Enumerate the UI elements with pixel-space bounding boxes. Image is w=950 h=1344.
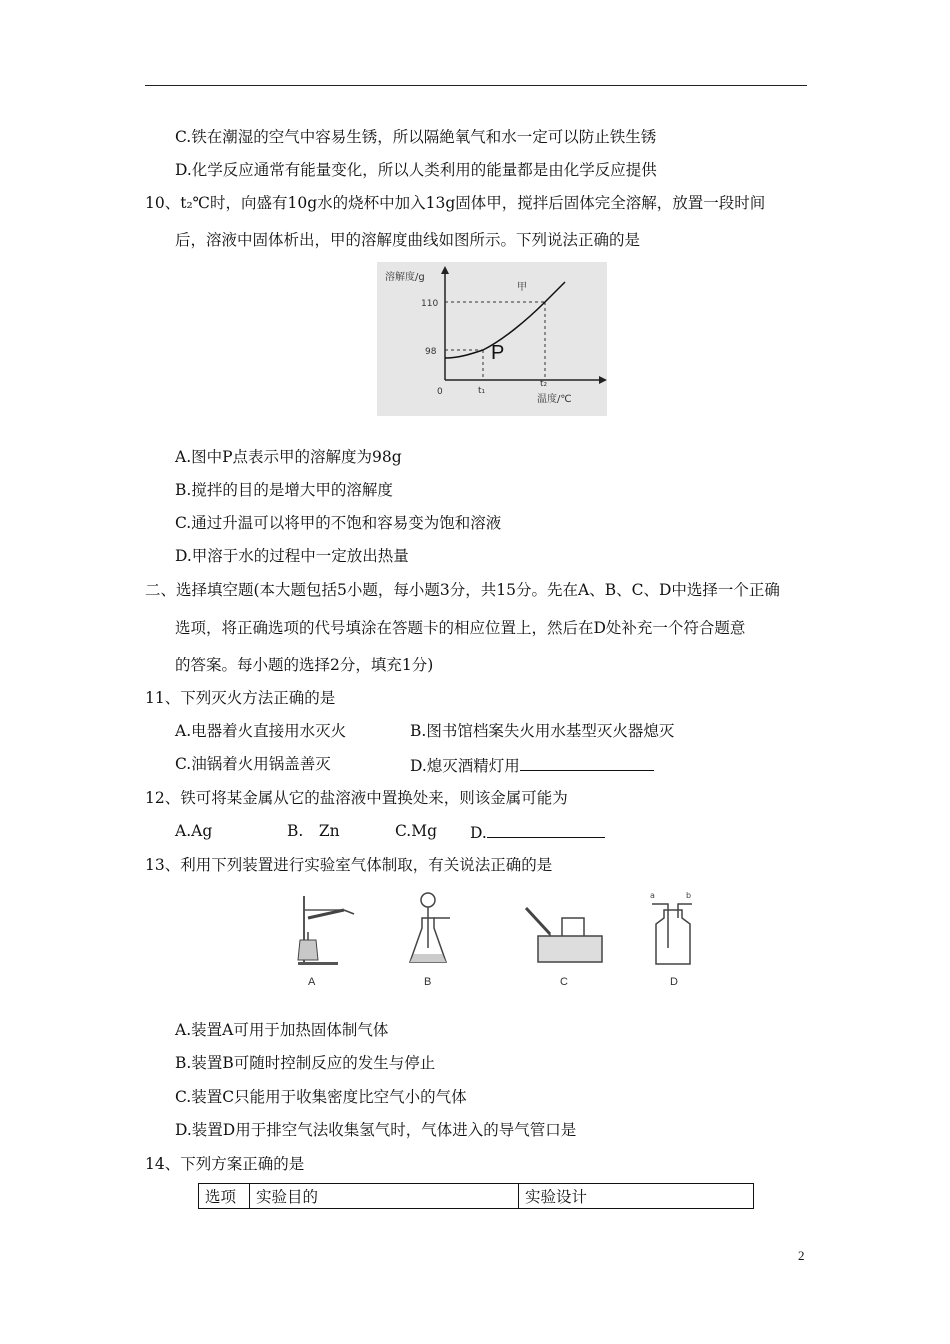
- x-axis-label: 温度/℃: [537, 394, 572, 405]
- y-tick-98: 98: [425, 347, 437, 357]
- q12-option-b: B. Zn: [287, 822, 340, 840]
- q10-stem-1: 10、t₂℃时，向盛有10g水的烧杯中加入13g固体甲，搅拌后固体完全溶解，放置一段时间: [145, 194, 766, 212]
- q13-option-a: A.装置A可用于加热固体制气体: [175, 1021, 389, 1039]
- section2-instructions-3: 的答案。每小题的选择2分，填充1分): [175, 656, 434, 674]
- q11-option-d-text: D.熄灭酒精灯用: [410, 757, 520, 775]
- q12-answer-blank: [487, 821, 605, 838]
- q12-option-d-text: D.: [470, 824, 487, 842]
- apparatus-d-label: D: [670, 976, 678, 988]
- apparatus-a-label: A: [308, 976, 316, 988]
- solubility-chart-svg: [377, 262, 607, 416]
- q13-option-c: C.装置C只能用于收集密度比空气小的气体: [175, 1088, 467, 1106]
- q12-option-c: C.Mg: [395, 822, 438, 840]
- x-tick-t2: t₂: [540, 379, 548, 389]
- section2-instructions-2: 选项，将正确选项的代号填涂在答题卡的相应位置上，然后在D处补充一个符合题意: [175, 619, 746, 637]
- apparatus-c-drawing: [520, 888, 610, 968]
- x-axis-arrow: [599, 376, 607, 384]
- table-header-design: 实验设计: [519, 1184, 754, 1209]
- q13-stem: 13、利用下列装置进行实验室气体制取，有关说法正确的是: [145, 856, 553, 874]
- table-header-purpose: 实验目的: [250, 1184, 519, 1209]
- origin-label: 0: [437, 387, 443, 397]
- y-axis-label: 溶解度/g: [385, 272, 425, 283]
- solubility-curve: [445, 282, 565, 358]
- solubility-chart: [377, 262, 607, 416]
- q10-stem-2: 后，溶液中固体析出，甲的溶解度曲线如图所示。下列说法正确的是: [175, 231, 641, 249]
- table-header-option: 选项: [199, 1184, 250, 1209]
- apparatus-c-label: C: [560, 976, 568, 988]
- apparatus-a: [288, 888, 358, 988]
- q9-option-d: D.化学反应通常有能量变化，所以人类利用的能量都是由化学反应提供: [175, 161, 657, 179]
- q10-option-d: D.甲溶于水的过程中一定放出热量: [175, 547, 409, 565]
- x-tick-t1: t₁: [478, 386, 486, 396]
- q11-answer-blank: [520, 754, 654, 771]
- port-a-label: a: [650, 891, 655, 900]
- header-rule: [145, 85, 807, 86]
- apparatus-b-drawing: [408, 888, 458, 968]
- q10-option-b: B.搅拌的目的是增大甲的溶解度: [175, 481, 393, 499]
- curve-label: 甲: [517, 282, 527, 293]
- q12-stem: 12、铁可将某金属从它的盐溶液中置换处来，则该金属可能为: [145, 789, 568, 807]
- port-b-label: b: [686, 891, 692, 900]
- page-number: 2: [798, 1248, 805, 1263]
- y-tick-110: 110: [421, 299, 439, 309]
- q11-option-c: C.油锅着火用锅盖善灭: [175, 755, 331, 773]
- apparatus-b: [408, 888, 458, 988]
- apparatus-c: [520, 888, 610, 988]
- point-p-label: P: [491, 342, 505, 364]
- q13-option-b: B.装置B可随时控制反应的发生与停止: [175, 1054, 436, 1072]
- q11-option-d: [410, 754, 654, 776]
- apparatus-d-drawing: [648, 888, 708, 968]
- apparatus-b-label: B: [424, 976, 432, 988]
- q12-option-a: A.Ag: [175, 822, 213, 840]
- q11-option-a: A.电器着火直接用水灭火: [175, 722, 347, 740]
- q10-option-c: C.通过升温可以将甲的不饱和容易变为饱和溶液: [175, 514, 502, 532]
- q14-table: [198, 1183, 754, 1209]
- section2-instructions-1: 二、选择填空题(本大题包括5小题，每小题3分，共15分。先在A、B、C、D中选择一个正确: [145, 581, 780, 599]
- q13-option-d: D.装置D用于排空气法收集氢气时，气体进入的导气管口是: [175, 1121, 577, 1139]
- y-axis-arrow: [441, 266, 449, 274]
- table-header-row: [199, 1184, 754, 1209]
- apparatus-a-drawing: [288, 888, 358, 968]
- apparatus-d: [648, 888, 708, 988]
- q10-option-a: A.图中P点表示甲的溶解度为98g: [175, 448, 402, 466]
- q11-option-b: B.图书馆档案失火用水基型灭火器熄灭: [410, 722, 675, 740]
- q12-option-d: [470, 821, 605, 843]
- q9-option-c: C.铁在潮湿的空气中容易生锈，所以隔絶氧气和水一定可以防止铁生锈: [175, 128, 657, 146]
- q14-stem: 14、下列方案正确的是: [145, 1155, 305, 1173]
- q11-stem: 11、下列灭火方法正确的是: [145, 689, 336, 707]
